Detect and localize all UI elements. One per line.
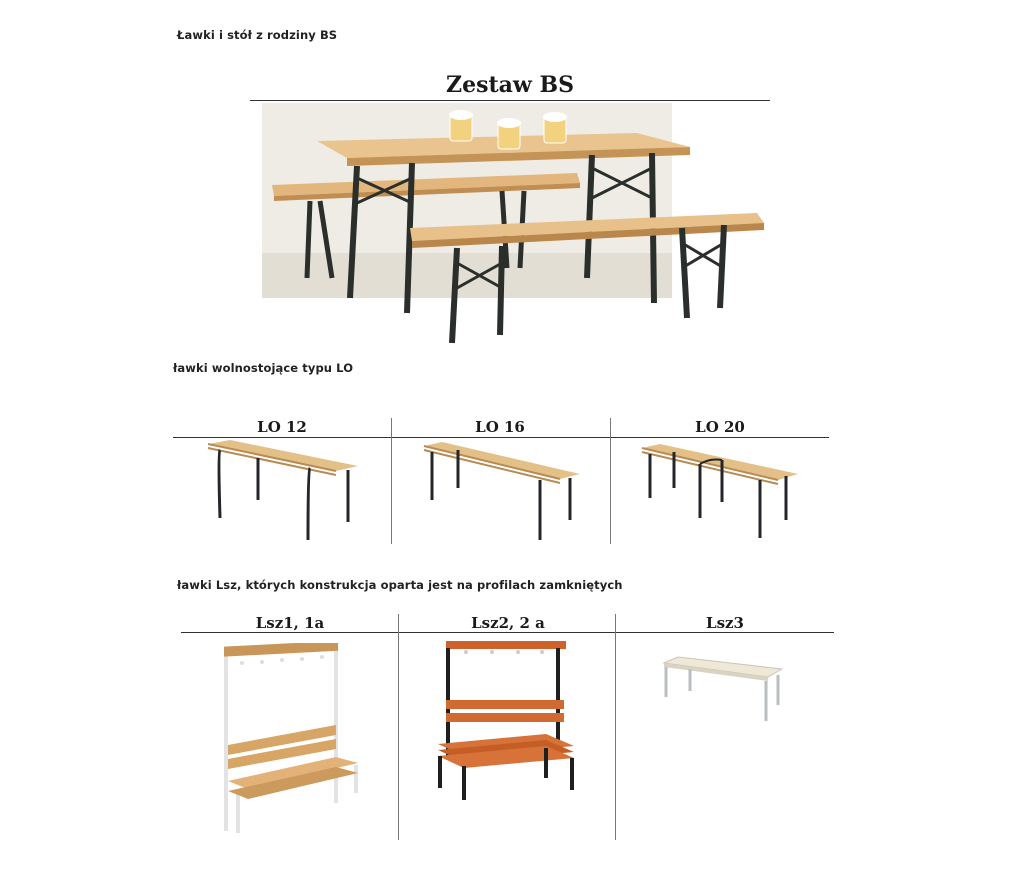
beer-set-image (262, 103, 772, 348)
lo20-label: LO 20 (695, 418, 745, 436)
lsz-divider-2 (615, 614, 616, 840)
lo12-label: LO 12 (257, 418, 307, 436)
lsz-section-heading: ławki Lsz, których konstrukcja oparta jest na profilach zamkniętych (177, 578, 623, 592)
lsz1-label: Lsz1, 1a (255, 614, 325, 632)
lsz3-label: Lsz3 (706, 614, 744, 632)
lo-header-rule (173, 437, 829, 438)
lsz-divider-1 (398, 614, 399, 840)
zestaw-title-rule (250, 100, 770, 101)
lo20-image (640, 440, 805, 545)
zestaw-title: Zestaw BS (446, 72, 574, 98)
lsz3-image (660, 655, 785, 725)
lo16-image (420, 440, 585, 545)
lsz2-image (434, 638, 584, 803)
lsz-header-rule (181, 632, 834, 633)
lo-divider-2 (610, 418, 611, 544)
lo12-image (200, 440, 365, 545)
bs-section-heading: Ławki i stół z rodziny BS (177, 28, 338, 42)
lo16-label: LO 16 (475, 418, 525, 436)
lo-divider-1 (391, 418, 392, 544)
lsz2-label: Lsz2, 2 a (471, 614, 545, 632)
lo-section-heading: ławki wolnostojące typu LO (173, 361, 354, 375)
lsz1-image (218, 643, 368, 835)
